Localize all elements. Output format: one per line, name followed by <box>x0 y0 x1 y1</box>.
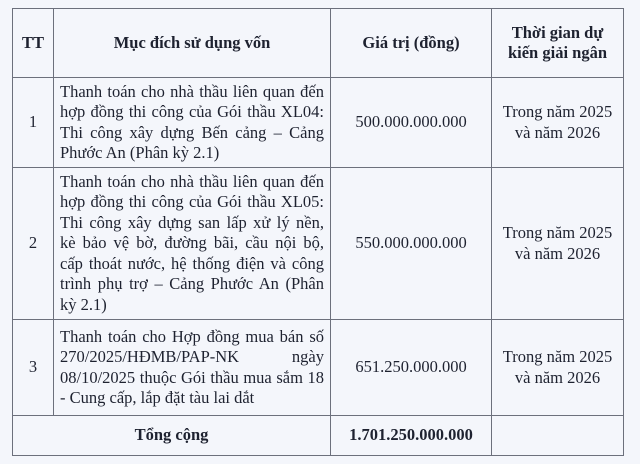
row-purpose: Thanh toán cho nhà thầu liên quan đến hợp đồng thi công của Gói thầu XL05: Thi công xây dựng san lấp xử lý nền, kè bảo vệ bờ, đường bãi, cầu nội bộ, cấp thoát nước, hệ thống điện và công trình phụ trợ – Cảng Phước An (Phân kỳ 2.1) <box>54 168 331 320</box>
row-number: 1 <box>13 78 54 168</box>
row-value: 651.250.000.000 <box>331 320 492 416</box>
row-time: Trong năm 2025 và năm 2026 <box>492 168 624 320</box>
header-purpose: Mục đích sử dụng vốn <box>54 9 331 78</box>
table-row <box>13 78 624 168</box>
total-label: Tổng cộng <box>13 416 331 456</box>
header-time: Thời gian dự kiến giải ngân <box>492 9 624 78</box>
table-row <box>13 168 624 320</box>
total-row <box>13 416 624 456</box>
row-purpose: Thanh toán cho nhà thầu liên quan đến hợp đồng thi công của Gói thầu XL04: Thi công xây dựng Bến cảng – Cảng Phước An (Phân kỳ 2.1) <box>54 78 331 168</box>
total-value: 1.701.250.000.000 <box>331 416 492 456</box>
row-time: Trong năm 2025 và năm 2026 <box>492 78 624 168</box>
row-number: 3 <box>13 320 54 416</box>
row-purpose: Thanh toán cho Hợp đồng mua bán số 270/2025/HĐMB/PAP-NK ngày 08/10/2025 thuộc Gói thầu mua sắm 18 - Cung cấp, lắp đặt tàu lai dắt <box>54 320 331 416</box>
row-value: 550.000.000.000 <box>331 168 492 320</box>
table-header-row <box>13 9 624 78</box>
capital-allocation-table <box>12 8 624 456</box>
header-value: Giá trị (đồng) <box>331 9 492 78</box>
total-time <box>492 416 624 456</box>
row-value: 500.000.000.000 <box>331 78 492 168</box>
row-number: 2 <box>13 168 54 320</box>
row-time: Trong năm 2025 và năm 2026 <box>492 320 624 416</box>
header-tt: TT <box>13 9 54 78</box>
table-row <box>13 320 624 416</box>
